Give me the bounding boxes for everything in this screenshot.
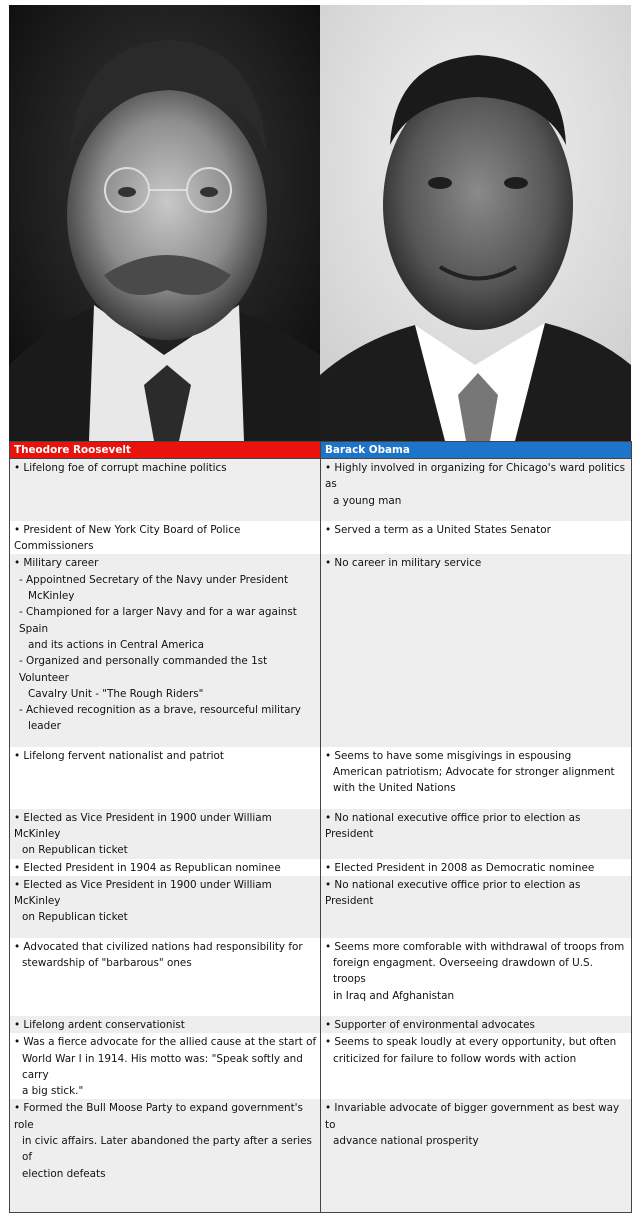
cell-line: • Elected as Vice President in 1900 under William McKinley [14,811,272,840]
header-obama: Barack Obama [321,442,632,459]
cell-line: on Republican ticket [22,911,128,924]
table-row [10,1033,632,1099]
cell-line: • Formed the Bull Moose Party to expand government's role [14,1102,303,1131]
cell-line: with the United Nations [333,782,456,795]
obama-cell [321,459,632,521]
cell-line: • Lifelong foe of corrupt machine politics [14,462,227,474]
obama-cell [321,938,632,1016]
portrait-row [9,5,631,441]
roosevelt-cell [10,1033,321,1099]
table-row [10,747,632,809]
cell-line: • Advocated that civilized nations had responsibility for [14,940,303,953]
cell-line: advance national prosperity [333,1134,479,1147]
cell-line: McKinley [28,590,75,603]
cell-line: • Seems to speak loudly at every opportunity, but often [325,1036,617,1049]
obama-cell [321,554,632,746]
table-row [10,459,632,521]
cell-line: a big stick." [22,1085,84,1098]
obama-cell [321,1099,632,1212]
cell-line: • Invariable advocate of bigger government as best way to [325,1102,620,1131]
table-row [10,876,632,938]
cell-line: • Elected as Vice President in 1900 under William McKinley [14,878,272,908]
cell-line: • Seems to have some misgivings in espousing [325,749,572,762]
cell-line: on Republican ticket [22,844,128,857]
obama-cell [321,859,632,876]
roosevelt-cell [10,859,321,876]
roosevelt-portrait [9,5,320,441]
comparison-table [9,441,632,1213]
cell-line: • No career in military service [325,557,482,570]
cell-line: - Appointned Secretary of the Navy under President [19,573,289,586]
obama-cell [321,809,632,859]
obama-cell [321,747,632,809]
cell-line: American patriotism; Advocate for stronger alignment [333,766,615,779]
roosevelt-cell [10,1099,321,1212]
cell-line: • Was a fierce advocate for the allied cause at the start of [14,1036,317,1049]
table-row [10,859,632,876]
roosevelt-cell [10,809,321,859]
cell-line: • Highly involved in organizing for Chicago's ward politics as [325,462,626,491]
roosevelt-cell [10,459,321,521]
cell-line: • Military career [14,557,99,570]
cell-line: in civic affairs. Later abandoned the party after a series of [22,1134,312,1164]
cell-line: • No national executive office prior to election as President [325,811,581,840]
comparison-rows [10,459,632,1213]
cell-line: • Supporter of environmental advocates [325,1018,535,1031]
roosevelt-cell [10,938,321,1016]
cell-line: foreign engagment. Overseeing drawdown of U.S. troops [333,957,593,986]
roosevelt-cell [10,876,321,938]
cell-line: leader [28,720,61,733]
cell-line: election defeats [22,1167,106,1180]
cell-line: • Elected President in 2008 as Democratic nominee [325,861,595,874]
cell-line: a young man [333,494,402,507]
cell-line: • Served a term as a United States Senator [325,523,551,536]
cell-line: Cavalry Unit - "The Rough Riders" [28,687,204,700]
cell-line: • Lifelong fervent nationalist and patriot [14,749,224,762]
obama-portrait [320,5,631,441]
cell-line: World War I in 1914. His motto was: "Speak softly and carry [22,1052,303,1081]
cell-line: • President of New York City Board of Police Commissioners [14,523,241,553]
table-row [10,554,632,746]
roosevelt-cell [10,521,321,555]
obama-cell [321,1033,632,1099]
cell-line: • Seems more comforable with withdrawal of troops from [325,940,625,953]
comparison-page [9,5,631,1213]
roosevelt-cell [10,747,321,809]
table-row [10,938,632,1016]
cell-line: in Iraq and Afghanistan [333,989,455,1002]
cell-line: • No national executive office prior to election as President [325,878,581,908]
obama-cell [321,876,632,938]
cell-line: - Championed for a larger Navy and for a war against Spain [19,606,297,635]
table-row [10,1016,632,1033]
cell-line: and its actions in Central America [28,638,205,651]
cell-line: • Lifelong ardent conservationist [14,1018,185,1031]
cell-line: - Achieved recognition as a brave, resourceful military [19,704,301,717]
table-row [10,521,632,555]
obama-cell [321,1016,632,1033]
cell-line: stewardship of "barbarous" ones [22,957,192,970]
table-row [10,809,632,859]
roosevelt-cell [10,554,321,746]
obama-cell [321,521,632,555]
cell-line: - Organized and personally commanded the 1st Volunteer [19,655,268,684]
roosevelt-cell [10,1016,321,1033]
header-roosevelt: Theodore Roosevelt [10,442,321,459]
cell-line: • Elected President in 1904 as Republican nominee [14,861,281,874]
table-row [10,1099,632,1212]
cell-line: criticized for failure to follow words with action [333,1052,577,1065]
